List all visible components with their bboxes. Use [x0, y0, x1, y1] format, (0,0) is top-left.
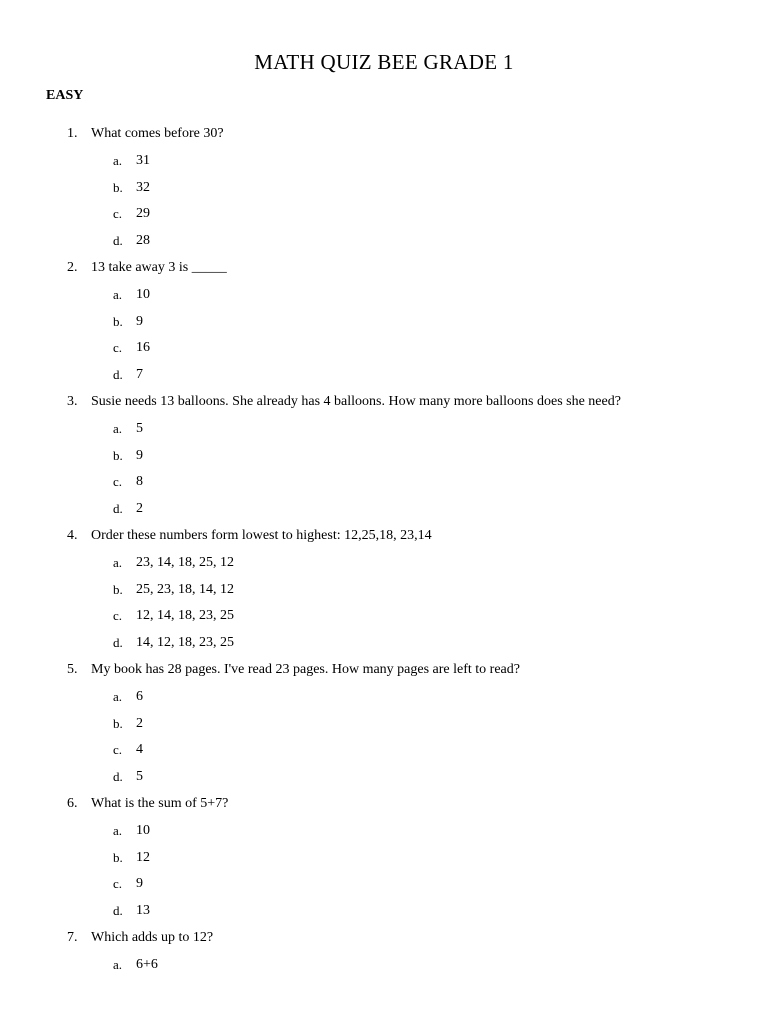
- option-letter: c.: [113, 608, 123, 624]
- option-text: 16: [136, 340, 150, 356]
- question-text: Susie needs 13 balloons. She already has 4 balloons. How many more balloons does she need?: [91, 393, 621, 409]
- question-text: 13 take away 3 is _____: [91, 259, 227, 275]
- answer-option: [0, 550, 768, 577]
- question-number: 7.: [67, 929, 78, 945]
- question-7: [0, 925, 768, 979]
- answer-option: [0, 871, 768, 898]
- option-letter: a.: [113, 688, 123, 704]
- option-letter: b.: [113, 849, 123, 865]
- option-letter: d.: [113, 367, 123, 383]
- option-letter: a.: [113, 286, 123, 302]
- question-number: 1.: [67, 126, 78, 141]
- question-line: [0, 925, 768, 952]
- option-text: 6: [136, 688, 143, 704]
- option-text: 9: [136, 313, 143, 329]
- answer-option: [0, 469, 768, 496]
- question-line: [0, 791, 768, 818]
- question-text: What comes before 30?: [91, 126, 224, 141]
- option-text: 8: [136, 474, 143, 490]
- option-letter: d.: [113, 769, 123, 785]
- question-number: 3.: [67, 393, 78, 409]
- answer-option: [0, 416, 768, 443]
- option-text: 2: [136, 715, 143, 731]
- question-number: 5.: [67, 661, 78, 677]
- option-letter: c.: [113, 876, 123, 892]
- answer-option: [0, 630, 768, 657]
- answer-option: [0, 711, 768, 738]
- section-heading: EASY: [46, 88, 84, 103]
- answer-option: [0, 443, 768, 470]
- answer-option: [0, 362, 768, 389]
- question-text: My book has 28 pages. I've read 23 pages. How many pages are left to read?: [91, 661, 520, 677]
- answer-option: [0, 952, 768, 979]
- option-letter: b.: [113, 313, 123, 329]
- answer-option: [0, 684, 768, 711]
- question-1: [0, 121, 768, 255]
- option-text: 7: [136, 367, 143, 383]
- option-letter: c.: [113, 340, 123, 356]
- answer-option: [0, 175, 768, 202]
- answer-option: [0, 845, 768, 872]
- question-number: 4.: [67, 527, 78, 543]
- answer-option: [0, 577, 768, 604]
- answer-option: [0, 309, 768, 336]
- question-text: Which adds up to 12?: [91, 929, 214, 945]
- question-6: [0, 791, 768, 925]
- question-line: [0, 523, 768, 550]
- option-text: 23, 14, 18, 25, 12: [136, 554, 234, 570]
- option-letter: c.: [113, 474, 123, 490]
- option-letter: d.: [113, 233, 123, 249]
- answer-option: [0, 148, 768, 175]
- option-text: 12: [136, 849, 150, 865]
- option-text: 32: [136, 179, 150, 195]
- option-letter: c.: [113, 206, 123, 222]
- answer-option: [0, 201, 768, 228]
- option-letter: a.: [113, 554, 123, 570]
- option-text: 13: [136, 903, 150, 919]
- option-letter: b.: [113, 715, 123, 731]
- option-letter: a.: [113, 822, 123, 838]
- question-line: [0, 389, 768, 416]
- question-line: [0, 121, 768, 148]
- option-text: 31: [136, 152, 150, 168]
- option-text: 12, 14, 18, 23, 25: [136, 608, 234, 624]
- option-text: 4: [136, 742, 143, 758]
- question-line: [0, 255, 768, 282]
- option-text: 25, 23, 18, 14, 12: [136, 581, 234, 597]
- option-text: 28: [136, 233, 150, 249]
- option-text: 9: [136, 876, 143, 892]
- question-number: 6.: [67, 795, 78, 811]
- answer-option: [0, 737, 768, 764]
- option-text: 14, 12, 18, 23, 25: [136, 635, 234, 651]
- answer-option: [0, 228, 768, 255]
- answer-option: [0, 764, 768, 791]
- question-line: [0, 657, 768, 684]
- option-text: 10: [136, 286, 150, 302]
- option-letter: a.: [113, 152, 123, 168]
- option-text: 10: [136, 822, 150, 838]
- question-number: 2.: [67, 259, 78, 275]
- option-text: 9: [136, 447, 143, 463]
- option-letter: d.: [113, 635, 123, 651]
- question-text: What is the sum of 5+7?: [91, 795, 229, 811]
- answer-option: [0, 898, 768, 925]
- question-4: [0, 523, 768, 657]
- option-letter: c.: [113, 742, 123, 758]
- option-text: 5: [136, 769, 143, 785]
- option-letter: b.: [113, 179, 123, 195]
- option-letter: d.: [113, 501, 123, 517]
- option-text: 6+6: [136, 956, 158, 972]
- answer-option: [0, 282, 768, 309]
- question-5: [0, 657, 768, 791]
- question-text: Order these numbers form lowest to highest: 12,25,18, 23,14: [91, 527, 432, 543]
- answer-option: [0, 603, 768, 630]
- question-list: [0, 121, 768, 979]
- option-letter: a.: [113, 420, 123, 436]
- page-title: MATH QUIZ BEE GRADE 1: [254, 50, 514, 74]
- question-2: [0, 255, 768, 389]
- option-text: 5: [136, 420, 143, 436]
- answer-option: [0, 818, 768, 845]
- question-3: [0, 389, 768, 523]
- option-text: 2: [136, 501, 143, 517]
- option-letter: a.: [113, 956, 123, 972]
- option-letter: b.: [113, 447, 123, 463]
- option-letter: b.: [113, 581, 123, 597]
- option-text: 29: [136, 206, 150, 222]
- option-letter: d.: [113, 903, 123, 919]
- answer-option: [0, 496, 768, 523]
- answer-option: [0, 335, 768, 362]
